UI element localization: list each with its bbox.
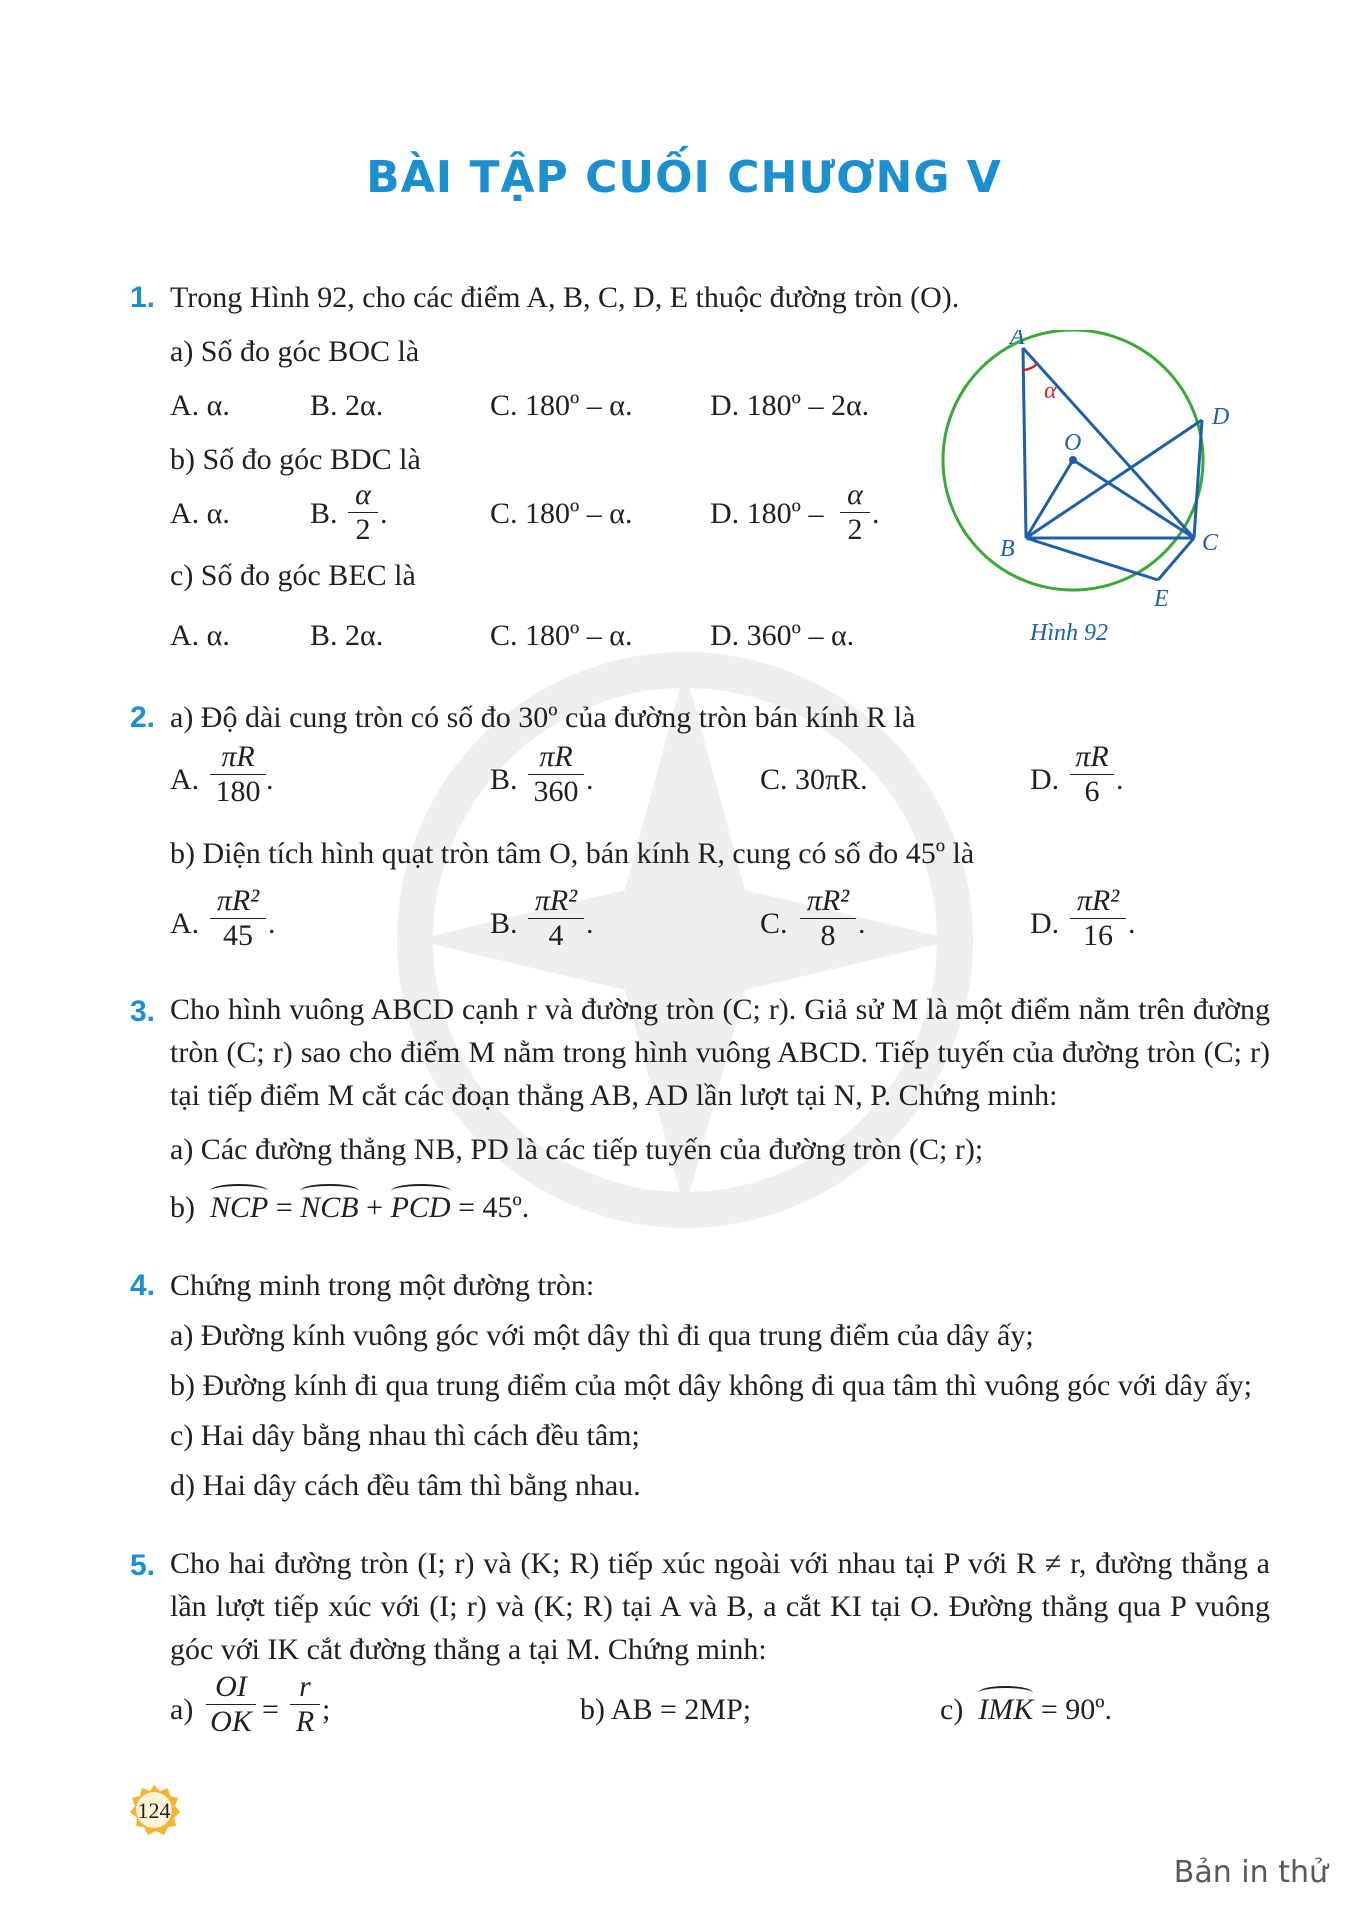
q1c-opt-c: C. 180º – α. (490, 619, 633, 652)
fig-label-o: O (1064, 430, 1082, 456)
q1b-opt-c: C. 180º – α. (490, 497, 633, 530)
q5b-text: b) AB = 2MP; (580, 1693, 752, 1726)
q1b-opt-d-fraction: $\frac{\alpha}{2}$ (840, 478, 870, 547)
q2a-label: a) Độ dài cung tròn có số đo 30º của đường tròn bán kính R là (170, 701, 916, 734)
q3-stem: Cho hình vuông ABCD cạnh r và đường tròn (C; r). Giả sử M là một điểm nằm trên đường tròn (C; r) sao cho điểm M nằm trong hình vuông ABCD. Tiếp tuyến của đường tròn (C; r) tại tiếp điểm M cắt các đoạn thẳng AB, AD lần lượt tại N, P. Chứng minh: (170, 993, 1270, 1112)
q1-number: 1. (130, 281, 156, 314)
q1c-label: c) Số đo góc BEC là (170, 559, 416, 592)
arc-imk: IMK (978, 1693, 1034, 1726)
q2b-opt-a-prefix: A. (170, 907, 200, 940)
q2a-opt-a-prefix: A. (170, 763, 200, 796)
fig-label-a: A (1010, 330, 1025, 350)
q1a-opt-d: D. 180º – 2α. (710, 389, 870, 422)
q1a-opt-a: A. α. (170, 389, 230, 422)
q1a-opt-b: B. 2α. (310, 389, 384, 422)
q2-number: 2. (130, 701, 156, 734)
figure-92-diagram (930, 330, 1270, 650)
q2b-label: b) Diện tích hình quạt tròn tâm O, bán kính R, cung có số đo 45º là (170, 837, 975, 870)
arc-pcd: PCD (390, 1191, 451, 1224)
q4-item-b: b) Đường kính đi qua trung điểm của một dây không đi qua tâm thì vuông góc với dây ấy; (170, 1369, 1252, 1402)
q4-number: 4. (130, 1269, 156, 1302)
q5-number: 5. (130, 1549, 156, 1582)
q2b-opt-d-prefix: D. (1030, 907, 1060, 940)
q4-item-c: c) Hai dây bằng nhau thì cách đều tâm; (170, 1419, 640, 1452)
q1b-label: b) Số đo góc BDC là (170, 443, 421, 476)
q3b-equation: b) NCP = NCB + PCD = 45º. (170, 1191, 530, 1224)
q2a-opt-d-prefix: D. (1030, 763, 1060, 796)
fig-label-d: D (1212, 404, 1230, 430)
q2a-opt-b-fraction: $\frac{\pi R}{360}$ (528, 740, 584, 809)
q5c-equation: c) IMK = 90º. (940, 1693, 1113, 1726)
q1c-opt-b: B. 2α. (310, 619, 384, 652)
arc-ncb: NCB (300, 1191, 359, 1224)
q2a-opt-a-fraction: $\frac{\pi R}{180}$ (210, 740, 266, 809)
q2b-opt-b-fraction: $\frac{\text{πR²}}{4}$ (528, 884, 584, 953)
q1c-opt-d: D. 360º – α. (710, 619, 855, 652)
q2b-opt-d-fraction: $\frac{\text{πR²}}{16}$ (1070, 884, 1126, 953)
q2a-opt-b-prefix: B. (490, 763, 518, 796)
q1b-opt-a: A. α. (170, 497, 230, 530)
q2a-opt-c: C. 30πR. (760, 763, 868, 796)
q5-stem: Cho hai đường tròn (I; r) và (K; R) tiếp xúc ngoài với nhau tại P với R ≠ r, đường thẳng a lần lượt tiếp xúc với (I; r) và (K; R) tại A và B, a cắt KI tại O. Đường thẳng qua P vuông góc với IK cắt đường thẳng a tại M. Chứng minh: (170, 1547, 1270, 1666)
fig-label-e: E (1154, 586, 1169, 612)
figure-caption: Hình 92 (1030, 620, 1108, 646)
page-number-badge (128, 1784, 180, 1836)
q1a-label: a) Số đo góc BOC là (170, 335, 420, 368)
q3-number: 3. (130, 995, 156, 1028)
q1b-opt-d-prefix: D. 180º – (710, 497, 824, 530)
q2b-opt-c-fraction: $\frac{\text{πR²}}{8}$ (800, 884, 856, 953)
q5a-fraction-right: $\frac{r}{R}$ (290, 1670, 320, 1739)
fig-label-c: C (1202, 530, 1219, 556)
q4-item-d: d) Hai dây cách đều tâm thì bằng nhau. (170, 1469, 641, 1502)
q2b-opt-c-prefix: C. (760, 907, 788, 940)
q1-stem: Trong Hình 92, cho các điểm A, B, C, D, E thuộc đường tròn (O). (170, 281, 960, 314)
q1c-opt-a: A. α. (170, 619, 230, 652)
page-number: 124 (137, 1798, 171, 1823)
q2a-opt-d-fraction: $\frac{\pi R}{6}$ (1070, 740, 1114, 809)
q4-item-a: a) Đường kính vuông góc với một dây thì đi qua trung điểm của dây ấy; (170, 1319, 1034, 1352)
q1a-opt-c: C. 180º – α. (490, 389, 633, 422)
q3a-text: a) Các đường thẳng NB, PD là các tiếp tuyến của đường tròn (C; r); (170, 1133, 984, 1166)
footer-label: Bản in thử (1173, 1855, 1328, 1890)
fig-label-b: B (1000, 536, 1015, 562)
q1b-opt-b-prefix: B. (310, 497, 338, 530)
q1b-opt-b-fraction: $\frac{\alpha}{2}$ (348, 478, 378, 547)
q2b-opt-b-prefix: B. (490, 907, 518, 940)
q5a-prefix: a) (170, 1693, 194, 1726)
q5a-fraction-left: $\frac{OI}{OK}$ (206, 1670, 256, 1739)
q4-stem: Chứng minh trong một đường tròn: (170, 1269, 595, 1302)
q2b-opt-a-fraction: $\frac{\text{πR²}}{45}$ (210, 884, 266, 953)
page-title: BÀI TẬP CUỐI CHƯƠNG V (366, 152, 1002, 203)
arc-ncp: NCP (210, 1191, 269, 1224)
fig-label-alpha: α (1044, 378, 1057, 404)
